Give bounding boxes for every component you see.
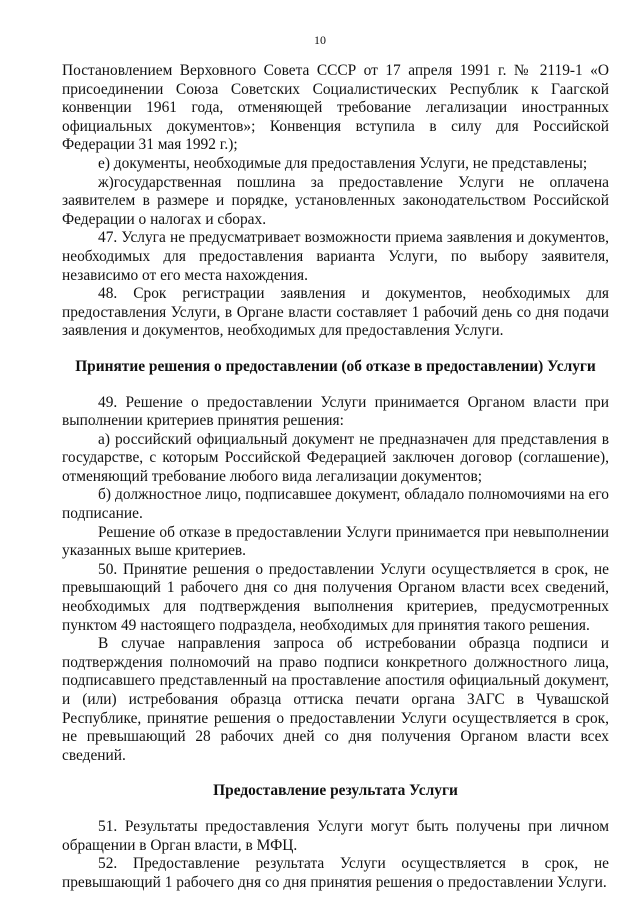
paragraph-item-zh: ж)государственная пошлина за предоставление Услуги не оплачена заявителем в размере и порядке, установленных законодательством Российской Федерации о налогах и сборах. — [62, 173, 609, 228]
section-heading-result: Предоставление результата Услуги — [213, 782, 458, 800]
paragraph-50: 50. Принятие решения о предоставлении Услуги осуществляется в срок, не превышающий 1 рабочего дня со дня получения Органом власти всех сведений, необходимых для подтверждения выполнения критериев, предусмотренных пунктом 49 настоящего подраздела, необходимых для принятия такого решения. — [62, 560, 609, 634]
paragraph-47: 47. Услуга не предусматривает возможности приема заявления и документов, необходимых для предоставления варианта Услуги, по выбору заявителя, независимо от его места нахождения. — [62, 229, 609, 284]
paragraph-request-case: В случае направления запроса об истребовании образца подписи и подтверждения полномочий на право подписи конкретного должностного лица, подписавшего представленный на проставление апостиля официальный документ, и (или) истребования образца оттиска печати органа ЗАГС в Чувашской Республике, принятие решения о предоставлении Услуги осуществляется в срок, не превышающий 28 рабочих дней со дня получения Органом власти всех сведений. — [62, 635, 609, 764]
paragraph-51: 51. Результаты предоставления Услуги могут быть получены при личном обращении в Орган власти, в МФЦ. — [62, 817, 609, 854]
paragraph-48: 48. Срок регистрации заявления и документов, необходимых для предоставления Услуги, в Органе власти составляет 1 рабочий день со дня подачи заявления и документов, необходимых для предоставления Услуги. — [62, 285, 609, 340]
paragraph-refusal: Решение об отказе в предоставлении Услуги принимается при невыполнении указанных выше критериев. — [62, 523, 609, 560]
paragraph-49: 49. Решение о предоставлении Услуги принимается Органом власти при выполнении критериев принятия решения: — [62, 393, 609, 430]
paragraph-convention-continuation: Постановлением Верховного Совета СССР от 17 апреля 1991 г. № 2119-1 «О присоединении Союза Советских Социалистических Республик к Гаагской конвенции 1961 года, отменяющей требование легализации иностранных официальных документов»; Конвенция вступила в силу для Российской Федерации 31 мая 1992 г.); — [62, 62, 609, 154]
paragraph-item-e: е) документы, необходимые для предоставления Услуги, не представлены; — [98, 154, 588, 172]
paragraph-item-b: б) должностное лицо, подписавшее документ, обладало полномочиями на его подписание. — [62, 486, 609, 523]
paragraph-52: 52. Предоставление результата Услуги осуществляется в срок, не превышающий 1 рабочего дня со дня принятия решения о предоставлении Услуги. — [62, 855, 609, 891]
page-number: 10 — [314, 33, 326, 47]
section-heading-decision: Принятие решения о предоставлении (об отказе в предоставлении) Услуги — [75, 357, 596, 375]
document-body — [62, 62, 609, 892]
paragraph-item-a: а) российский официальный документ не предназначен для представления в государстве, с которым Российской Федерацией заключен договор (соглашение), отменяющий требование любого вида легализации документов; — [62, 430, 609, 485]
